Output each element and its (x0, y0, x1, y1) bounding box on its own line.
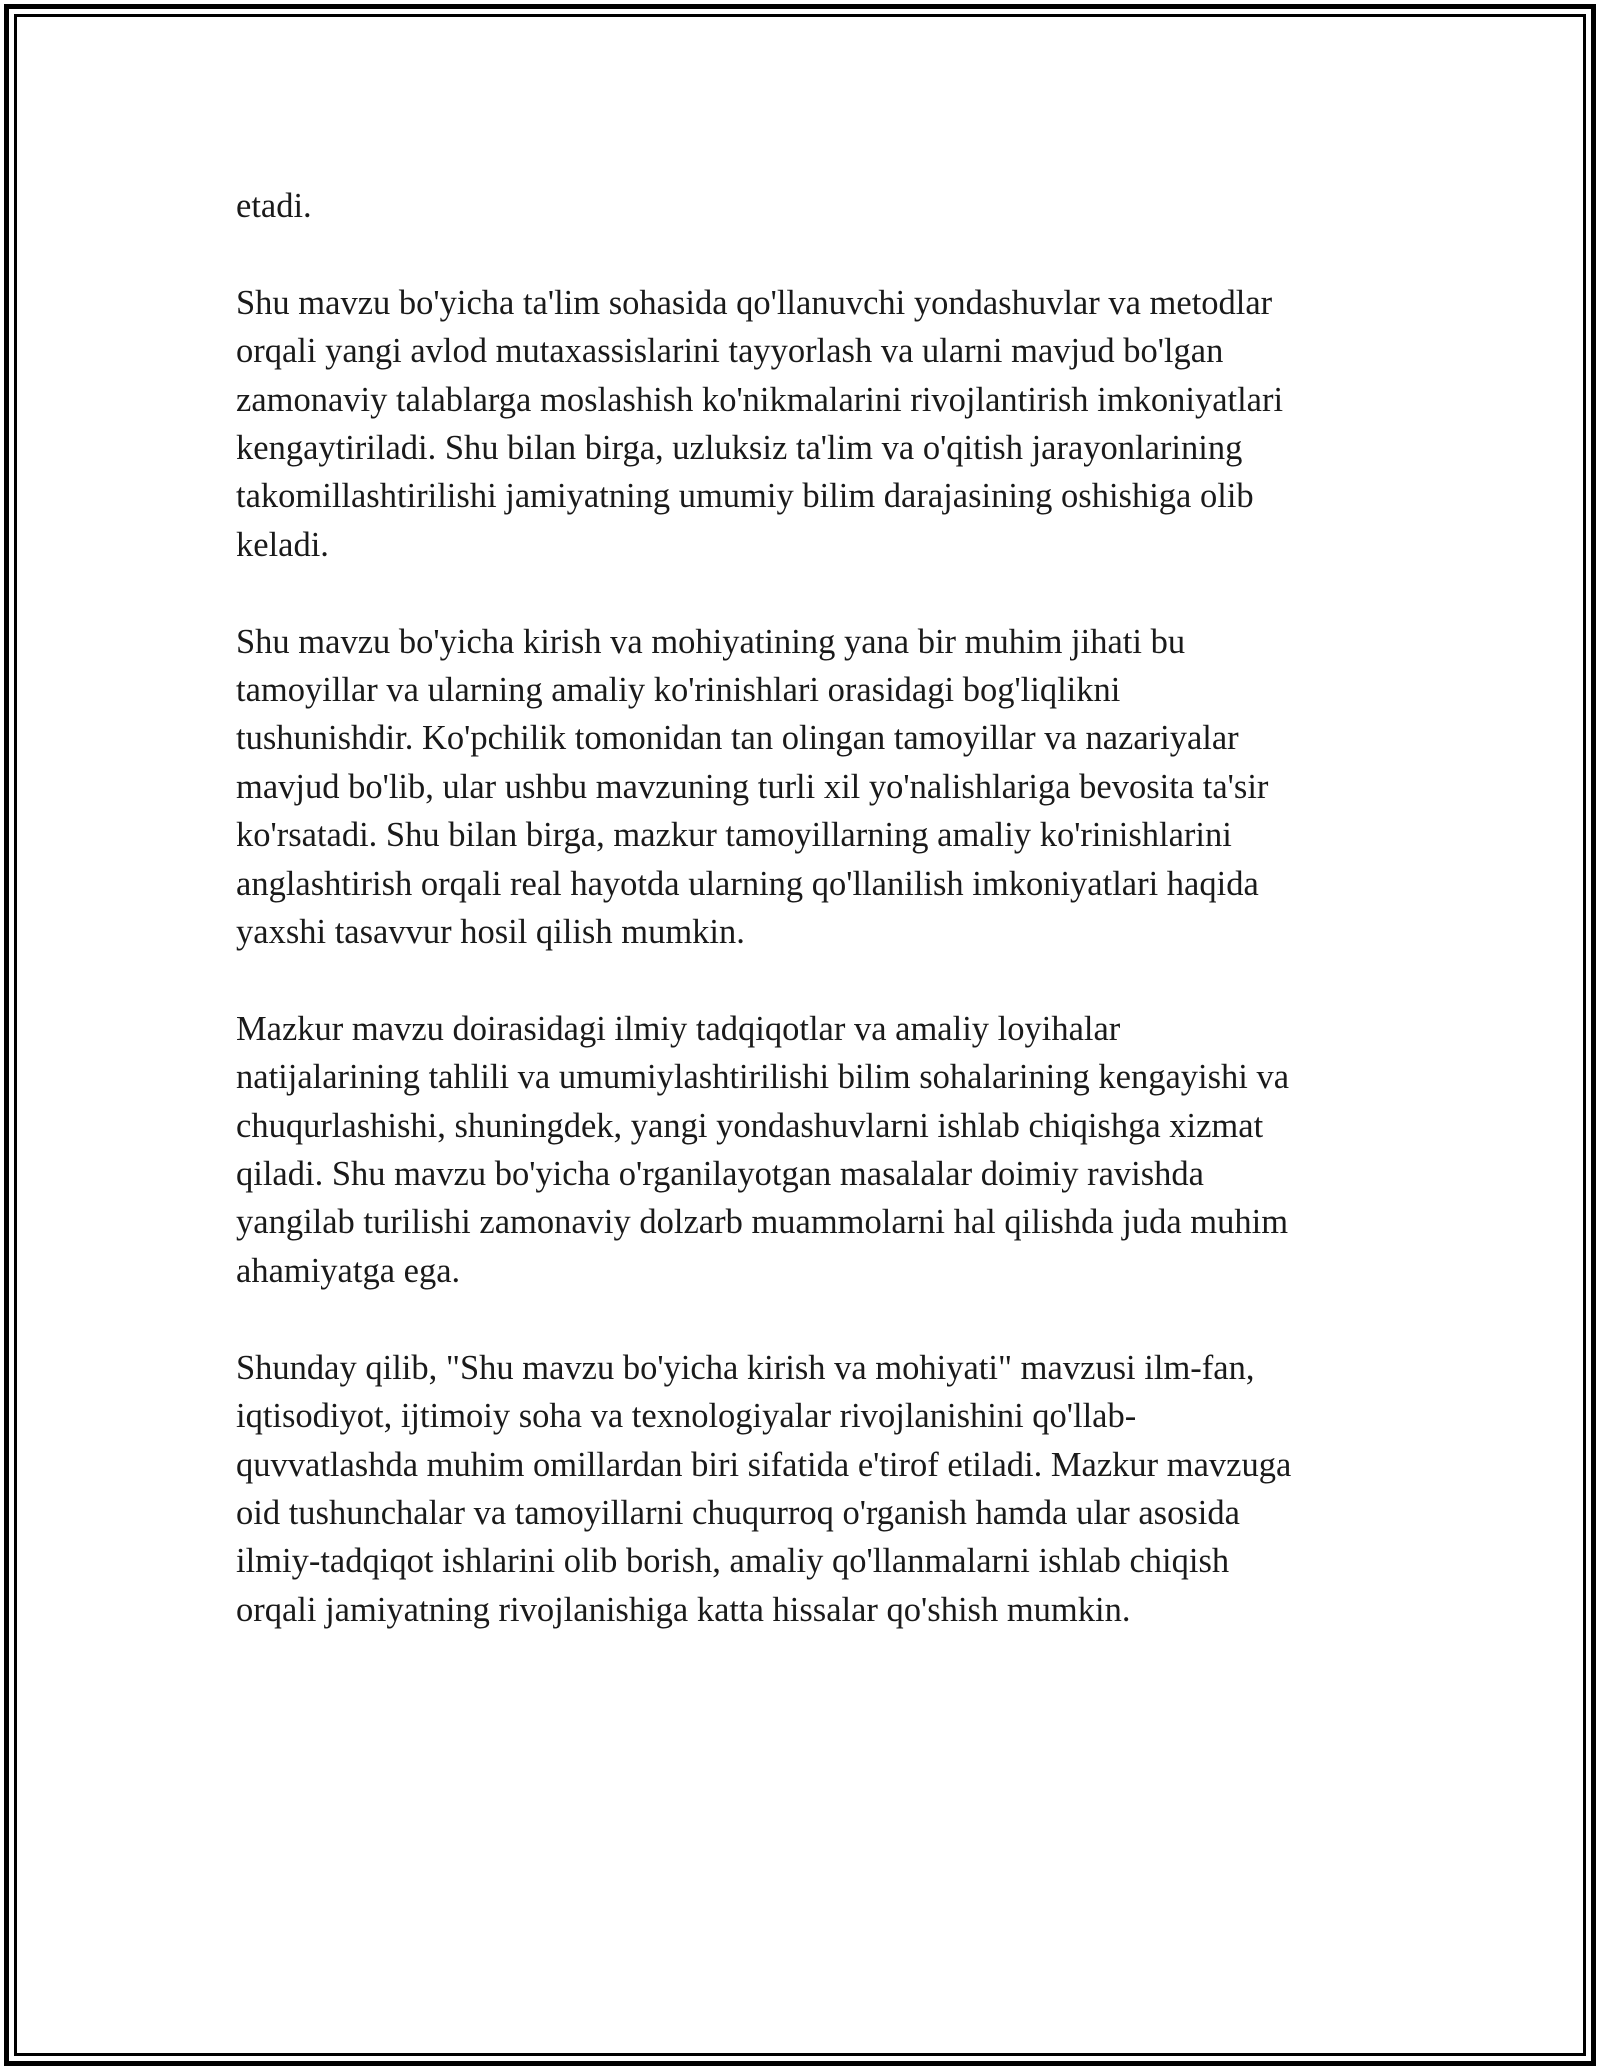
paragraph-continuation: etadi. (236, 187, 312, 225)
document-body (236, 182, 1366, 1683)
paragraph-conclusion: Shunday qilib, "Shu mavzu bo'yicha kirish va mohiyati" mavzusi ilm-fan, iqtisodiyot, ijtimoiy soha va texnologiyalar rivojlanishini qo'llab- quvvatlashda muhim omillardan biri sifatida e'tirof etiladi. Mazkur mavzuga oid tushunchalar va tamoyillarni chuqurroq o'rganish hamda ular asosida ilmiy-tadqiqot ishlarini olib borish, amaliy qo'llanmalarni ishlab chiqish orqali jamiyatning rivojlanishiga katta hissalar qo'shish mumkin. (236, 1348, 1292, 1629)
paragraph-principles-practice: Shu mavzu bo'yicha kirish va mohiyatining yana bir muhim jihati bu tamoyillar va ularning amaliy ko'rinishlari orasidagi bog'liqlikni tushunishdir. Ko'pchilik tomonidan tan olingan tamoyillar va nazariyalar mavjud bo'lib, ular ushbu mavzuning turli xil yo'nalishlariga bevosita ta'sir ko'rsatadi. Shu bilan birga, mazkur tamoyillarning amaliy ko'rinishlarini anglashtirish orqali real hayotda ularning qo'llanilish imkoniyatlari haqida yaxshi tasavvur hosil qilish mumkin. (236, 622, 1269, 952)
paragraph-research-analysis: Mazkur mavzu doirasidagi ilmiy tadqiqotlar va amaliy loyihalar natijalarining tahlili va umumiylashtirilishi bilim sohalarining kengayishi va chuqurlashishi, shuningdek, yangi yondashuvlarni ishlab chiqishga xizmat qiladi. Shu mavzu bo'yicha o'rganilayotgan masalalar doimiy ravishda yangilab turilishi zamonaviy dolzarb muammolarni hal qilishda juda muhim ahamiyatga ega. (236, 1009, 1290, 1290)
paragraph-education-approaches: Shu mavzu bo'yicha ta'lim sohasida qo'llanuvchi yondashuvlar va metodlar orqali yangi avlod mutaxassislarini tayyorlash va ularni mavjud bo'lgan zamonaviy talablarga moslashish ko'nikmalarini rivojlantirish imkoniyatlari kengaytiriladi. Shu bilan birga, uzluksiz ta'lim va o'qitish jarayonlarining takomillashtirilishi jamiyatning umumiy bilim darajasining oshishiga olib keladi. (236, 283, 1284, 564)
